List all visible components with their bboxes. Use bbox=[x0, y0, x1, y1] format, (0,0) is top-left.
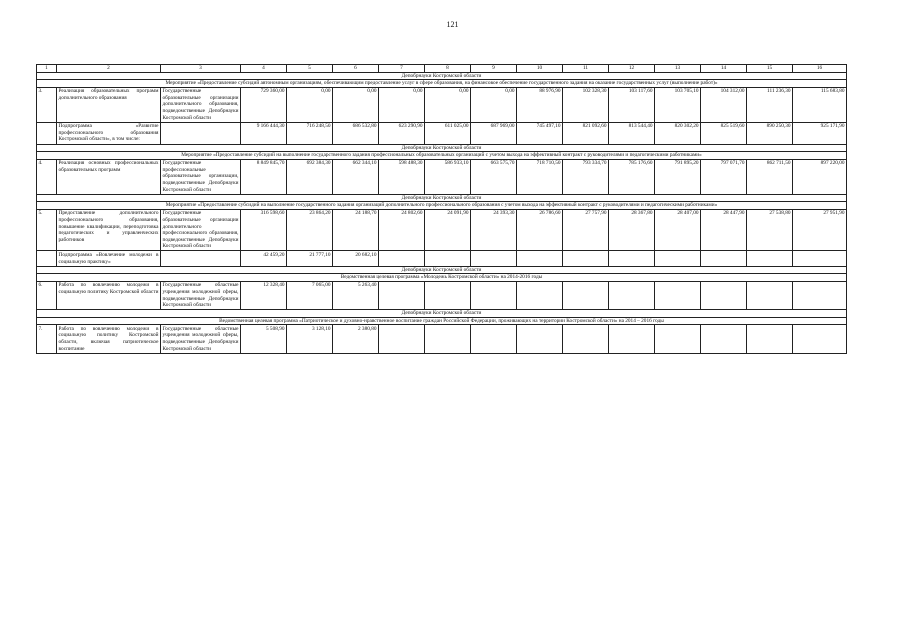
department-row bbox=[37, 194, 847, 202]
row-name: Работа по вовлечению молодежи в социальную политику Костромской области, включая патриотическое воспитание bbox=[58, 325, 159, 352]
value-cell: 42 459,20 bbox=[241, 251, 287, 266]
column-number: 13 bbox=[655, 65, 701, 73]
value-cell bbox=[517, 325, 563, 353]
value-cell: 791 895,20 bbox=[655, 159, 701, 194]
column-number: 6 bbox=[333, 65, 379, 73]
value-cell: 0,00 bbox=[379, 87, 425, 122]
value-cell: 745 497,10 bbox=[517, 122, 563, 144]
value-cell: 9 166 444,30 bbox=[241, 122, 287, 144]
value-cell: 20 682,10 bbox=[333, 251, 379, 266]
value-cell bbox=[471, 281, 517, 309]
table-row bbox=[37, 159, 847, 194]
column-number: 14 bbox=[701, 65, 747, 73]
value-cell: 718 710,50 bbox=[517, 159, 563, 194]
value-cell: 5 263,40 bbox=[333, 281, 379, 309]
value-cell: 8 849 845,70 bbox=[241, 159, 287, 194]
value-cell bbox=[609, 281, 655, 309]
value-cell bbox=[793, 281, 847, 309]
value-cell bbox=[747, 281, 793, 309]
value-cell bbox=[793, 251, 847, 266]
row-executor: Государственные областные учреждения молодежной сферы, подведомственные Депобрнауки Костромской области bbox=[162, 282, 239, 309]
value-cell: 103 705,10 bbox=[655, 87, 701, 122]
column-number: 7 bbox=[379, 65, 425, 73]
table-row bbox=[37, 281, 847, 309]
value-cell: 26 786,60 bbox=[517, 209, 563, 251]
event-row bbox=[37, 274, 847, 282]
department-name: Депобрнауки Костромской области bbox=[37, 310, 847, 318]
value-cell bbox=[379, 281, 425, 309]
value-cell bbox=[655, 251, 701, 266]
value-cell: 0,00 bbox=[333, 87, 379, 122]
value-cell: 586 933,10 bbox=[425, 159, 471, 194]
value-cell: 686 532,80 bbox=[333, 122, 379, 144]
value-cell: 24 802,60 bbox=[379, 209, 425, 251]
column-number: 4 bbox=[241, 65, 287, 73]
value-cell: 897 220,00 bbox=[793, 159, 847, 194]
value-cell: 3 128,10 bbox=[287, 325, 333, 353]
row-index: 6. bbox=[37, 281, 57, 309]
value-cell: 793 334,70 bbox=[563, 159, 609, 194]
budget-table bbox=[36, 64, 847, 354]
row-name: Реализация основных профессиональных образовательных программ bbox=[57, 159, 161, 194]
value-cell bbox=[609, 325, 655, 353]
value-cell bbox=[471, 325, 517, 353]
event-row bbox=[37, 317, 847, 325]
value-cell bbox=[425, 325, 471, 353]
value-cell: 27 757,90 bbox=[563, 209, 609, 251]
row-executor: Государственные профессиональные образовательные организации, подведомственные Депобрнауки Костромской области bbox=[162, 160, 239, 193]
value-cell: 115 683,80 bbox=[793, 87, 847, 122]
value-cell bbox=[747, 251, 793, 266]
row-index: 4. bbox=[37, 159, 57, 194]
value-cell bbox=[563, 281, 609, 309]
value-cell bbox=[793, 325, 847, 353]
value-cell bbox=[425, 251, 471, 266]
page-number: 121 bbox=[446, 20, 459, 29]
event-title: Мероприятие «Предоставление субсидий автономным организациям, обеспечивающим предоставление услуг в сфере образования, на финансовое обеспечение государственного задания на оказание государственных услуг (выполнение работ)» bbox=[37, 80, 847, 88]
department-row bbox=[37, 310, 847, 318]
column-number: 16 bbox=[793, 65, 847, 73]
value-cell: 103 117,60 bbox=[609, 87, 655, 122]
value-cell: 24 393,30 bbox=[471, 209, 517, 251]
value-cell bbox=[425, 281, 471, 309]
value-cell: 729 360,00 bbox=[241, 87, 287, 122]
value-cell: 28 447,90 bbox=[701, 209, 747, 251]
row-name: Подпрограмма «Развитие профессионального образования Костромской области», в том числе: bbox=[58, 123, 159, 143]
department-name: Депобрнауки Костромской области bbox=[37, 144, 847, 152]
row-index: 3. bbox=[37, 87, 57, 122]
row-index: 5. bbox=[37, 209, 57, 251]
value-cell: 813 544,40 bbox=[609, 122, 655, 144]
value-cell: 797 071,70 bbox=[701, 159, 747, 194]
value-cell: 27 951,90 bbox=[793, 209, 847, 251]
column-number: 9 bbox=[471, 65, 517, 73]
value-cell: 662 344,10 bbox=[333, 159, 379, 194]
value-cell bbox=[747, 325, 793, 353]
row-name: Подпрограмма «Вовлечение молодежи в социальную практику» bbox=[58, 251, 159, 265]
value-cell: 316 598,60 bbox=[241, 209, 287, 251]
value-cell bbox=[609, 251, 655, 266]
event-title: Ведомственная целевая программа «Патриотическое и духовно-нравственное воспитание граждан Российской Федерации, проживающих на территории Костромской области» на 2014 – 2016 годы bbox=[37, 317, 847, 325]
value-cell bbox=[701, 325, 747, 353]
value-cell bbox=[701, 251, 747, 266]
row-executor: Государственные образовательные организации дополнительного образования, подведомственные Депобрнауки Костромской области bbox=[162, 88, 239, 121]
table-row bbox=[37, 122, 847, 144]
value-cell: 820 302,20 bbox=[655, 122, 701, 144]
value-cell: 111 236,30 bbox=[747, 87, 793, 122]
value-cell: 0,00 bbox=[287, 87, 333, 122]
value-cell: 23 864,20 bbox=[287, 209, 333, 251]
column-number: 15 bbox=[747, 65, 793, 73]
value-cell: 663 575,70 bbox=[471, 159, 517, 194]
row-index bbox=[37, 122, 57, 144]
table-row bbox=[37, 209, 847, 251]
value-cell: 611 025,00 bbox=[425, 122, 471, 144]
value-cell bbox=[701, 281, 747, 309]
value-cell bbox=[379, 251, 425, 266]
row-executor bbox=[161, 122, 241, 144]
event-row bbox=[37, 152, 847, 160]
value-cell: 88 976,90 bbox=[517, 87, 563, 122]
column-number: 10 bbox=[517, 65, 563, 73]
department-name: Депобрнауки Костромской области bbox=[37, 72, 847, 80]
event-title: Ведомственная целевая программа «Молодежь Костромской области» на 2014-2016 годы bbox=[37, 274, 847, 282]
column-number: 2 bbox=[57, 65, 161, 73]
value-cell: 24 188,70 bbox=[333, 209, 379, 251]
column-number: 3 bbox=[161, 65, 241, 73]
value-cell: 12 328,40 bbox=[241, 281, 287, 309]
value-cell bbox=[563, 325, 609, 353]
column-number: 11 bbox=[563, 65, 609, 73]
row-index bbox=[37, 251, 57, 266]
value-cell: 687 969,00 bbox=[471, 122, 517, 144]
value-cell: 5 508,90 bbox=[241, 325, 287, 353]
header-row bbox=[37, 65, 847, 73]
value-cell: 0,00 bbox=[471, 87, 517, 122]
department-row bbox=[37, 72, 847, 80]
value-cell: 785 176,60 bbox=[609, 159, 655, 194]
value-cell: 104 312,00 bbox=[701, 87, 747, 122]
value-cell bbox=[379, 325, 425, 353]
value-cell bbox=[563, 251, 609, 266]
row-executor bbox=[161, 251, 241, 266]
table-row bbox=[37, 325, 847, 353]
department-row bbox=[37, 266, 847, 274]
value-cell bbox=[471, 251, 517, 266]
value-cell: 825 519,60 bbox=[701, 122, 747, 144]
event-title: Мероприятие «Предоставление субсидий на выполнение государственного задания профессиональных образовательных организаций с учетом выхода на эффективный контракт с руководителями и педагогическими работниками» bbox=[37, 152, 847, 160]
value-cell: 821 092,60 bbox=[563, 122, 609, 144]
value-cell: 716 248,50 bbox=[287, 122, 333, 144]
value-cell: 28 407,00 bbox=[655, 209, 701, 251]
value-cell bbox=[655, 281, 701, 309]
value-cell: 102 328,30 bbox=[563, 87, 609, 122]
row-executor: Государственные областные учреждения молодежной сферы, подведомственные Депобрнауки Костромской области bbox=[162, 325, 239, 352]
department-name: Депобрнауки Костромской области bbox=[37, 266, 847, 274]
row-name: Работа по вовлечению молодежи в социальную политику Костромской области bbox=[57, 281, 161, 309]
table-row bbox=[37, 87, 847, 122]
column-number: 8 bbox=[425, 65, 471, 73]
department-row bbox=[37, 144, 847, 152]
event-row bbox=[37, 202, 847, 210]
value-cell: 862 711,50 bbox=[747, 159, 793, 194]
row-name: Предоставление дополнительного профессионального образования, повышение квалификации, переподготовка педагогических и управленческих работников bbox=[57, 209, 161, 251]
column-number: 1 bbox=[37, 65, 57, 73]
event-row bbox=[37, 80, 847, 88]
department-name: Депобрнауки Костромской области bbox=[37, 194, 847, 202]
value-cell bbox=[517, 281, 563, 309]
value-cell: 27 538,80 bbox=[747, 209, 793, 251]
value-cell bbox=[655, 325, 701, 353]
value-cell: 598 488,30 bbox=[379, 159, 425, 194]
value-cell: 623 290,90 bbox=[379, 122, 425, 144]
value-cell: 925 171,90 bbox=[793, 122, 847, 144]
event-title: Мероприятие «Предоставление субсидий на выполнение государственного задания организаций дополнительного профессионального образования с учетом выхода на эффективный контракт с руководителями и педагогическими работниками» bbox=[37, 202, 847, 210]
value-cell: 692 384,30 bbox=[287, 159, 333, 194]
value-cell: 2 380,80 bbox=[333, 325, 379, 353]
column-number: 12 bbox=[609, 65, 655, 73]
value-cell: 890 250,30 bbox=[747, 122, 793, 144]
value-cell bbox=[517, 251, 563, 266]
value-cell: 21 777,10 bbox=[287, 251, 333, 266]
row-name: Реализация образовательных программ дополнительного образования bbox=[57, 87, 161, 122]
value-cell: 28 367,80 bbox=[609, 209, 655, 251]
value-cell: 0,00 bbox=[425, 87, 471, 122]
row-index: 7. bbox=[37, 325, 57, 353]
column-number: 5 bbox=[287, 65, 333, 73]
table-row bbox=[37, 251, 847, 266]
value-cell: 24 091,90 bbox=[425, 209, 471, 251]
value-cell: 7 065,00 bbox=[287, 281, 333, 309]
row-executor: Государственные образовательные организации дополнительного профессионального образования, подведомственные Депобрнауки Костромской области bbox=[162, 210, 239, 250]
